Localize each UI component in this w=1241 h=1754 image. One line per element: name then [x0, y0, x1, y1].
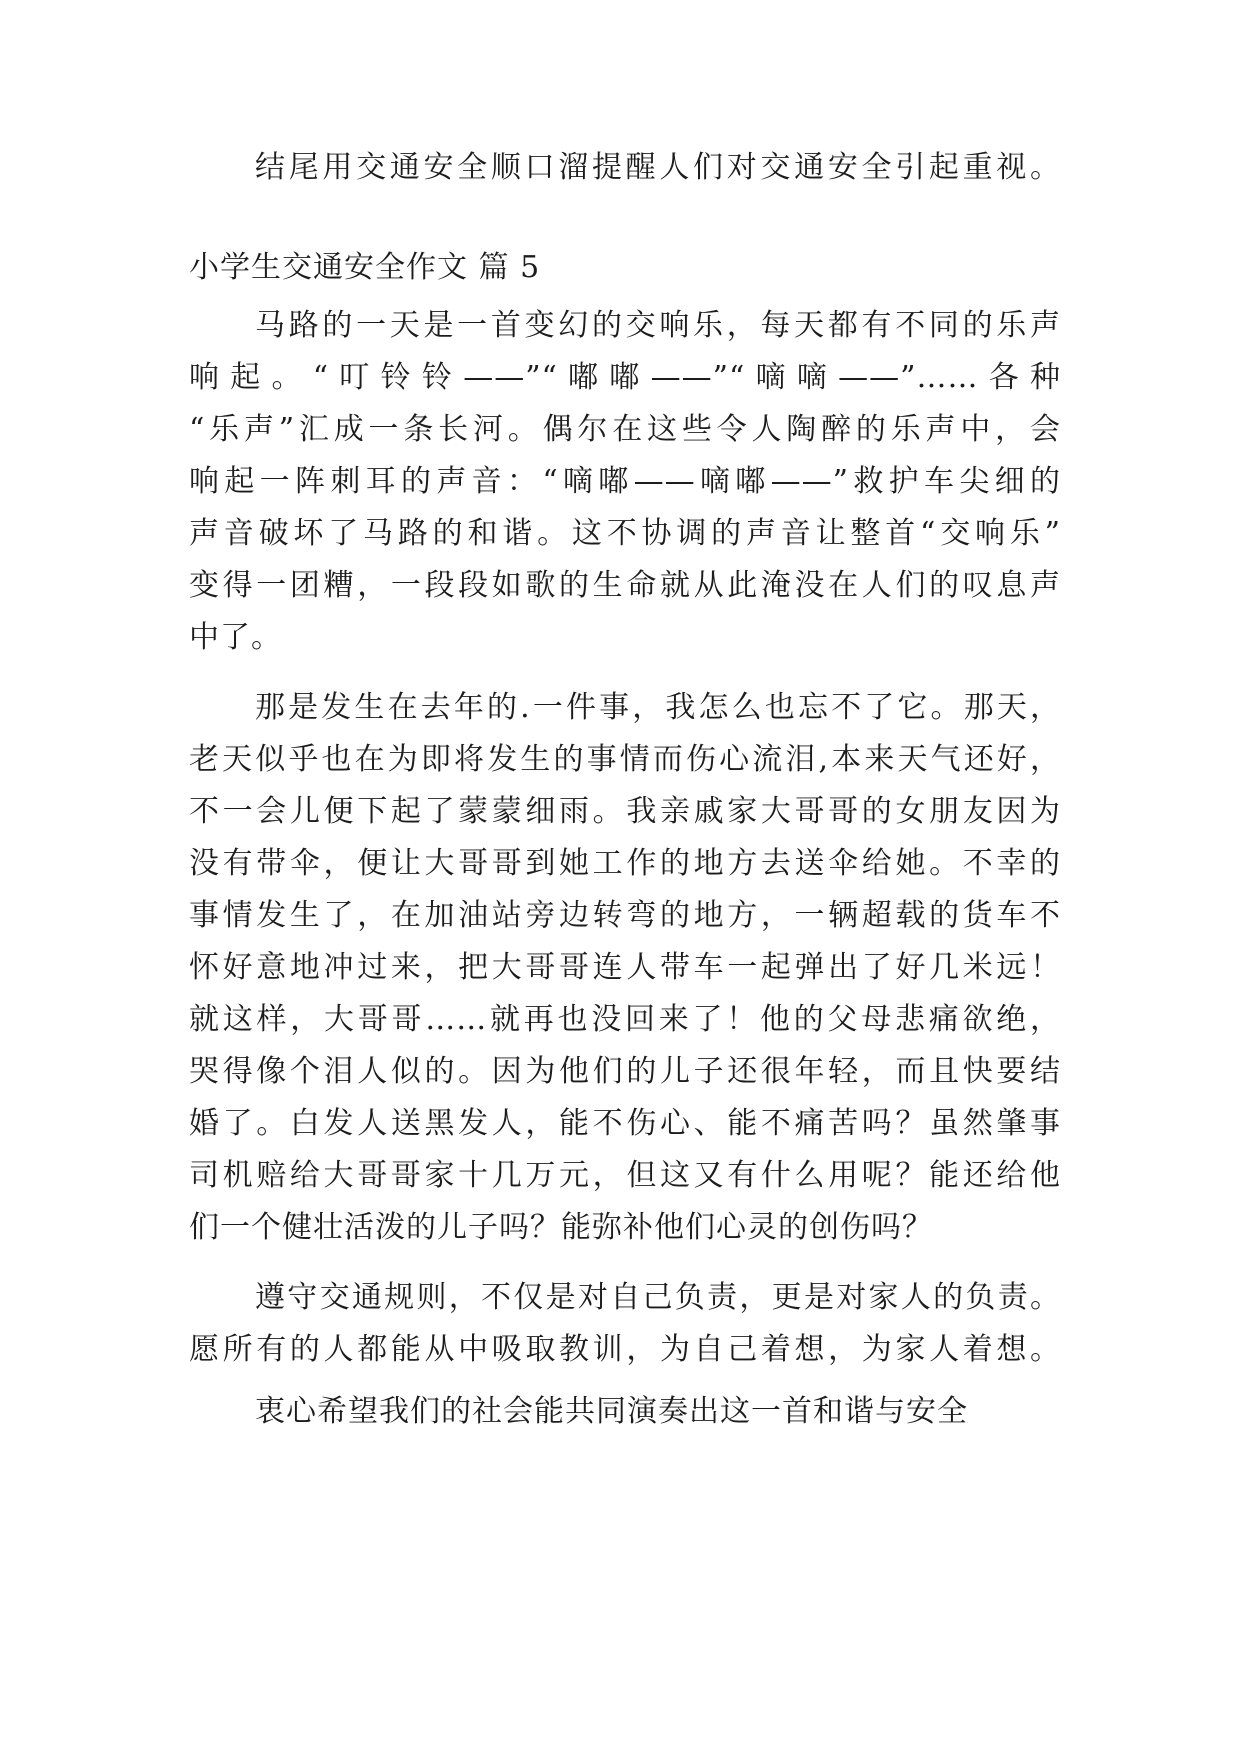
paragraph-2-line: 们一个健壮活泼的儿子吗？能弥补他们心灵的创伤吗？	[189, 1210, 933, 1245]
paragraph-2-line: 婚了。白发人送黑发人，能不伤心、能不痛苦吗？虽然肇事	[189, 1106, 1061, 1141]
paragraph-3-line: 遵守交通规则，不仅是对自己负责，更是对家人的负责。	[255, 1280, 1061, 1315]
paragraph-2-line: 那是发生在去年的.一件事，我怎么也忘不了它。那天，	[255, 690, 1061, 725]
paragraph-1-line: 变得一团糟，一段段如歌的生命就从此淹没在人们的叹息声	[189, 568, 1061, 603]
paragraph-1-line: 马路的一天是一首变幻的交响乐，每天都有不同的乐声	[255, 308, 1061, 343]
paragraph-4-line: 衷心希望我们的社会能共同演奏出这一首和谐与安全	[255, 1394, 968, 1429]
section-title: 小学生交通安全作文 篇 5	[189, 250, 541, 285]
paragraph-1-line: 中了。	[189, 620, 282, 655]
paragraph-2-line: 就这样，大哥哥……就再也没回来了！他的父母悲痛欲绝，	[189, 1002, 1061, 1037]
paragraph-1-line: “乐声”汇成一条长河。偶尔在这些令人陶醉的乐声中，会	[189, 412, 1061, 447]
paragraph-1-line: 响起一阵刺耳的声音：“嘀嘟——嘀嘟——”救护车尖细的	[189, 464, 1061, 499]
paragraph-2-line: 司机赔给大哥哥家十几万元，但这又有什么用呢？能还给他	[189, 1158, 1061, 1193]
paragraph-2-line: 哭得像个泪人似的。因为他们的儿子还很年轻，而且快要结	[189, 1054, 1061, 1089]
paragraph-1-line: 声音破坏了马路的和谐。这不协调的声音让整首“交响乐”	[189, 516, 1061, 551]
paragraph-2-line: 事情发生了，在加油站旁边转弯的地方，一辆超载的货车不	[189, 898, 1061, 933]
intro-line: 结尾用交通安全顺口溜提醒人们对交通安全引起重视。	[255, 150, 1061, 185]
paragraph-2-line: 老天似乎也在为即将发生的事情而伤心流泪,本来天气还好，	[189, 742, 1061, 777]
paragraph-2-line: 怀好意地冲过来，把大哥哥连人带车一起弹出了好几米远！	[189, 950, 1061, 985]
paragraph-3-line: 愿所有的人都能从中吸取教训，为自己着想，为家人着想。	[189, 1332, 1061, 1367]
paragraph-2-line: 不一会儿便下起了蒙蒙细雨。我亲戚家大哥哥的女朋友因为	[189, 794, 1061, 829]
paragraph-1-line: 响起。“叮铃铃——”“嘟嘟——”“嘀嘀——”……各种	[189, 360, 1061, 395]
paragraph-2-line: 没有带伞，便让大哥哥到她工作的地方去送伞给她。不幸的	[189, 846, 1061, 881]
